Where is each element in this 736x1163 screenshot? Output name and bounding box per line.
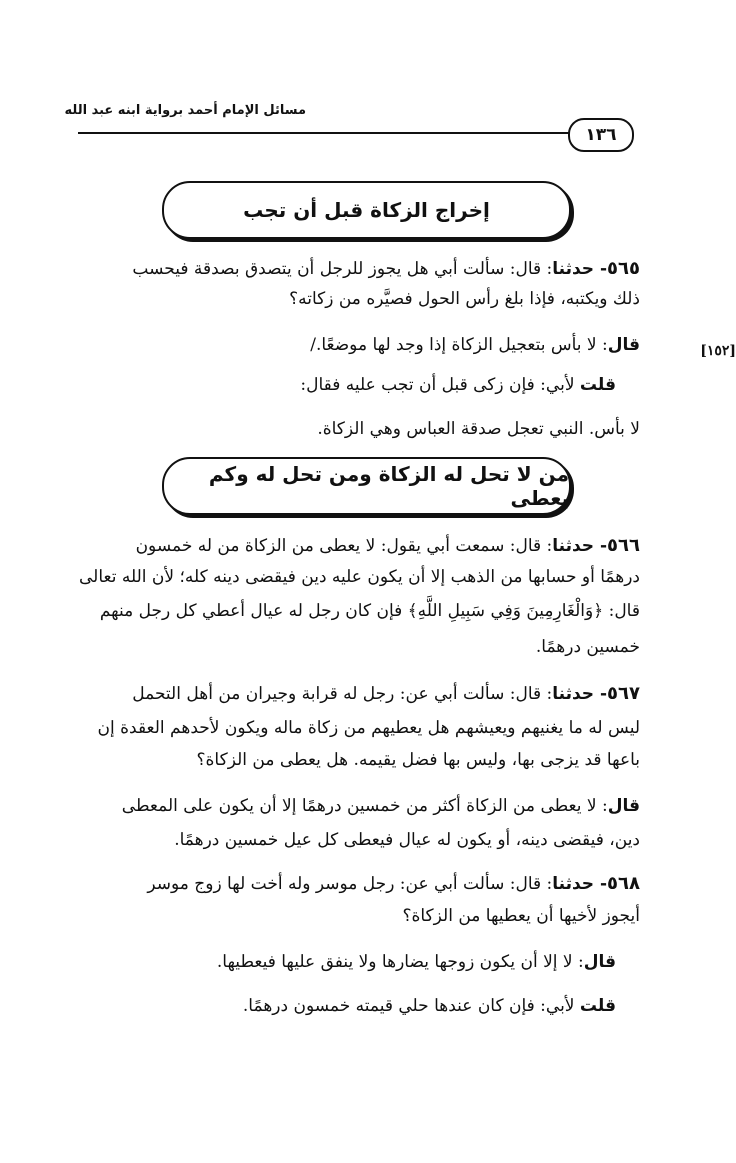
text-line: باعها قد يزجى بها، وليس بها فضل يقيمه. هل يعطى من الزكاة؟ [196,750,640,770]
narration-label: حدثنا [552,874,595,894]
page-number: ١٣٦ [568,118,634,152]
entry-number: ٥٦٨ [607,873,640,894]
section-title-2: من لا تحل له الزكاة ومن تحل له وكم يعطى [162,457,571,515]
question-label: قلت [579,996,616,1016]
section-title-1: إخراج الزكاة قبل أن تجب [162,181,571,239]
header-rule [78,132,608,134]
text-line: دين، فيقضى دينه، أو يكون له عيال فيعطى كل عيل خمسين درهمًا. [174,830,640,850]
text-line: قلت لأبي: فإن زكى قبل أن تجب عليه فقال: [300,375,616,395]
text-line: ٥٦٨- حدثنا: قال: سألت أبي عن: رجل موسر وله أخت لها زوج موسر [147,873,640,894]
text-line: قال: لا يعطى من الزكاة أكثر من خمسين درهمًا إلا أن يكون على المعطى [121,796,640,816]
text-line: قال: لا بأس بتعجيل الزكاة إذا وجد لها موضعًا./ [310,335,640,355]
text-line: ٥٦٦- حدثنا: قال: سمعت أبي يقول: لا يعطى من الزكاة من له خمسون [135,535,640,556]
text-line: لا بأس. النبي تعجل صدقة العباس وهي الزكاة. [317,419,640,439]
text-line: ذلك ويكتبه، فإذا بلغ رأس الحول فصيَّره من زكاته؟ [289,289,640,309]
text-line: ٥٦٧- حدثنا: قال: سألت أبي عن: رجل له قرابة وجيران من أهل التحمل [132,683,640,704]
text-line: أيجوز لأخيها أن يعطيها من الزكاة؟ [402,906,640,926]
running-title: مسائل الإمام أحمد برواية ابنه عبد الله [64,103,306,118]
text-line: درهمًا أو حسابها من الذهب إلا أن يكون عليه دين فيقضى دينه كله؛ لأن الله تعالى [79,567,640,587]
entry-number: ٥٦٥ [607,258,640,279]
narration-label: حدثنا [552,259,595,279]
entry-number: ٥٦٧ [607,683,640,704]
text-line: قلت لأبي: فإن كان عندها حلي قيمته خمسون درهمًا. [242,996,616,1016]
narration-label: حدثنا [552,536,595,556]
answer-label: قال [607,335,640,355]
text-line: ٥٦٥- حدثنا: قال: سألت أبي هل يجوز للرجل أن يتصدق بصدقة فيحسب [132,258,640,279]
narration-label: حدثنا [552,684,595,704]
text-line: قال: لا إلا أن يكون زوجها يضارها ولا ينفق عليها فيعطيها. [216,952,616,972]
margin-reference: [١٥٢] [700,343,736,359]
text-line: خمسين درهمًا. [535,637,640,657]
entry-number: ٥٦٦ [607,535,640,556]
answer-label: قال [607,796,640,816]
text-line: ليس له ما يغنيهم ويعيشهم هل يعطيهم من زكاة ماله ويكون لأحدهم العقدة إن [97,718,640,738]
question-label: قلت [579,375,616,395]
answer-label: قال [583,952,616,972]
text-line: قال: ﴿وَالْغَارِمِينَ وَفِي سَبِيلِ اللَّهِ﴾ فإن كان رجل له عيال أعطي كل رجل منهم [99,601,640,621]
